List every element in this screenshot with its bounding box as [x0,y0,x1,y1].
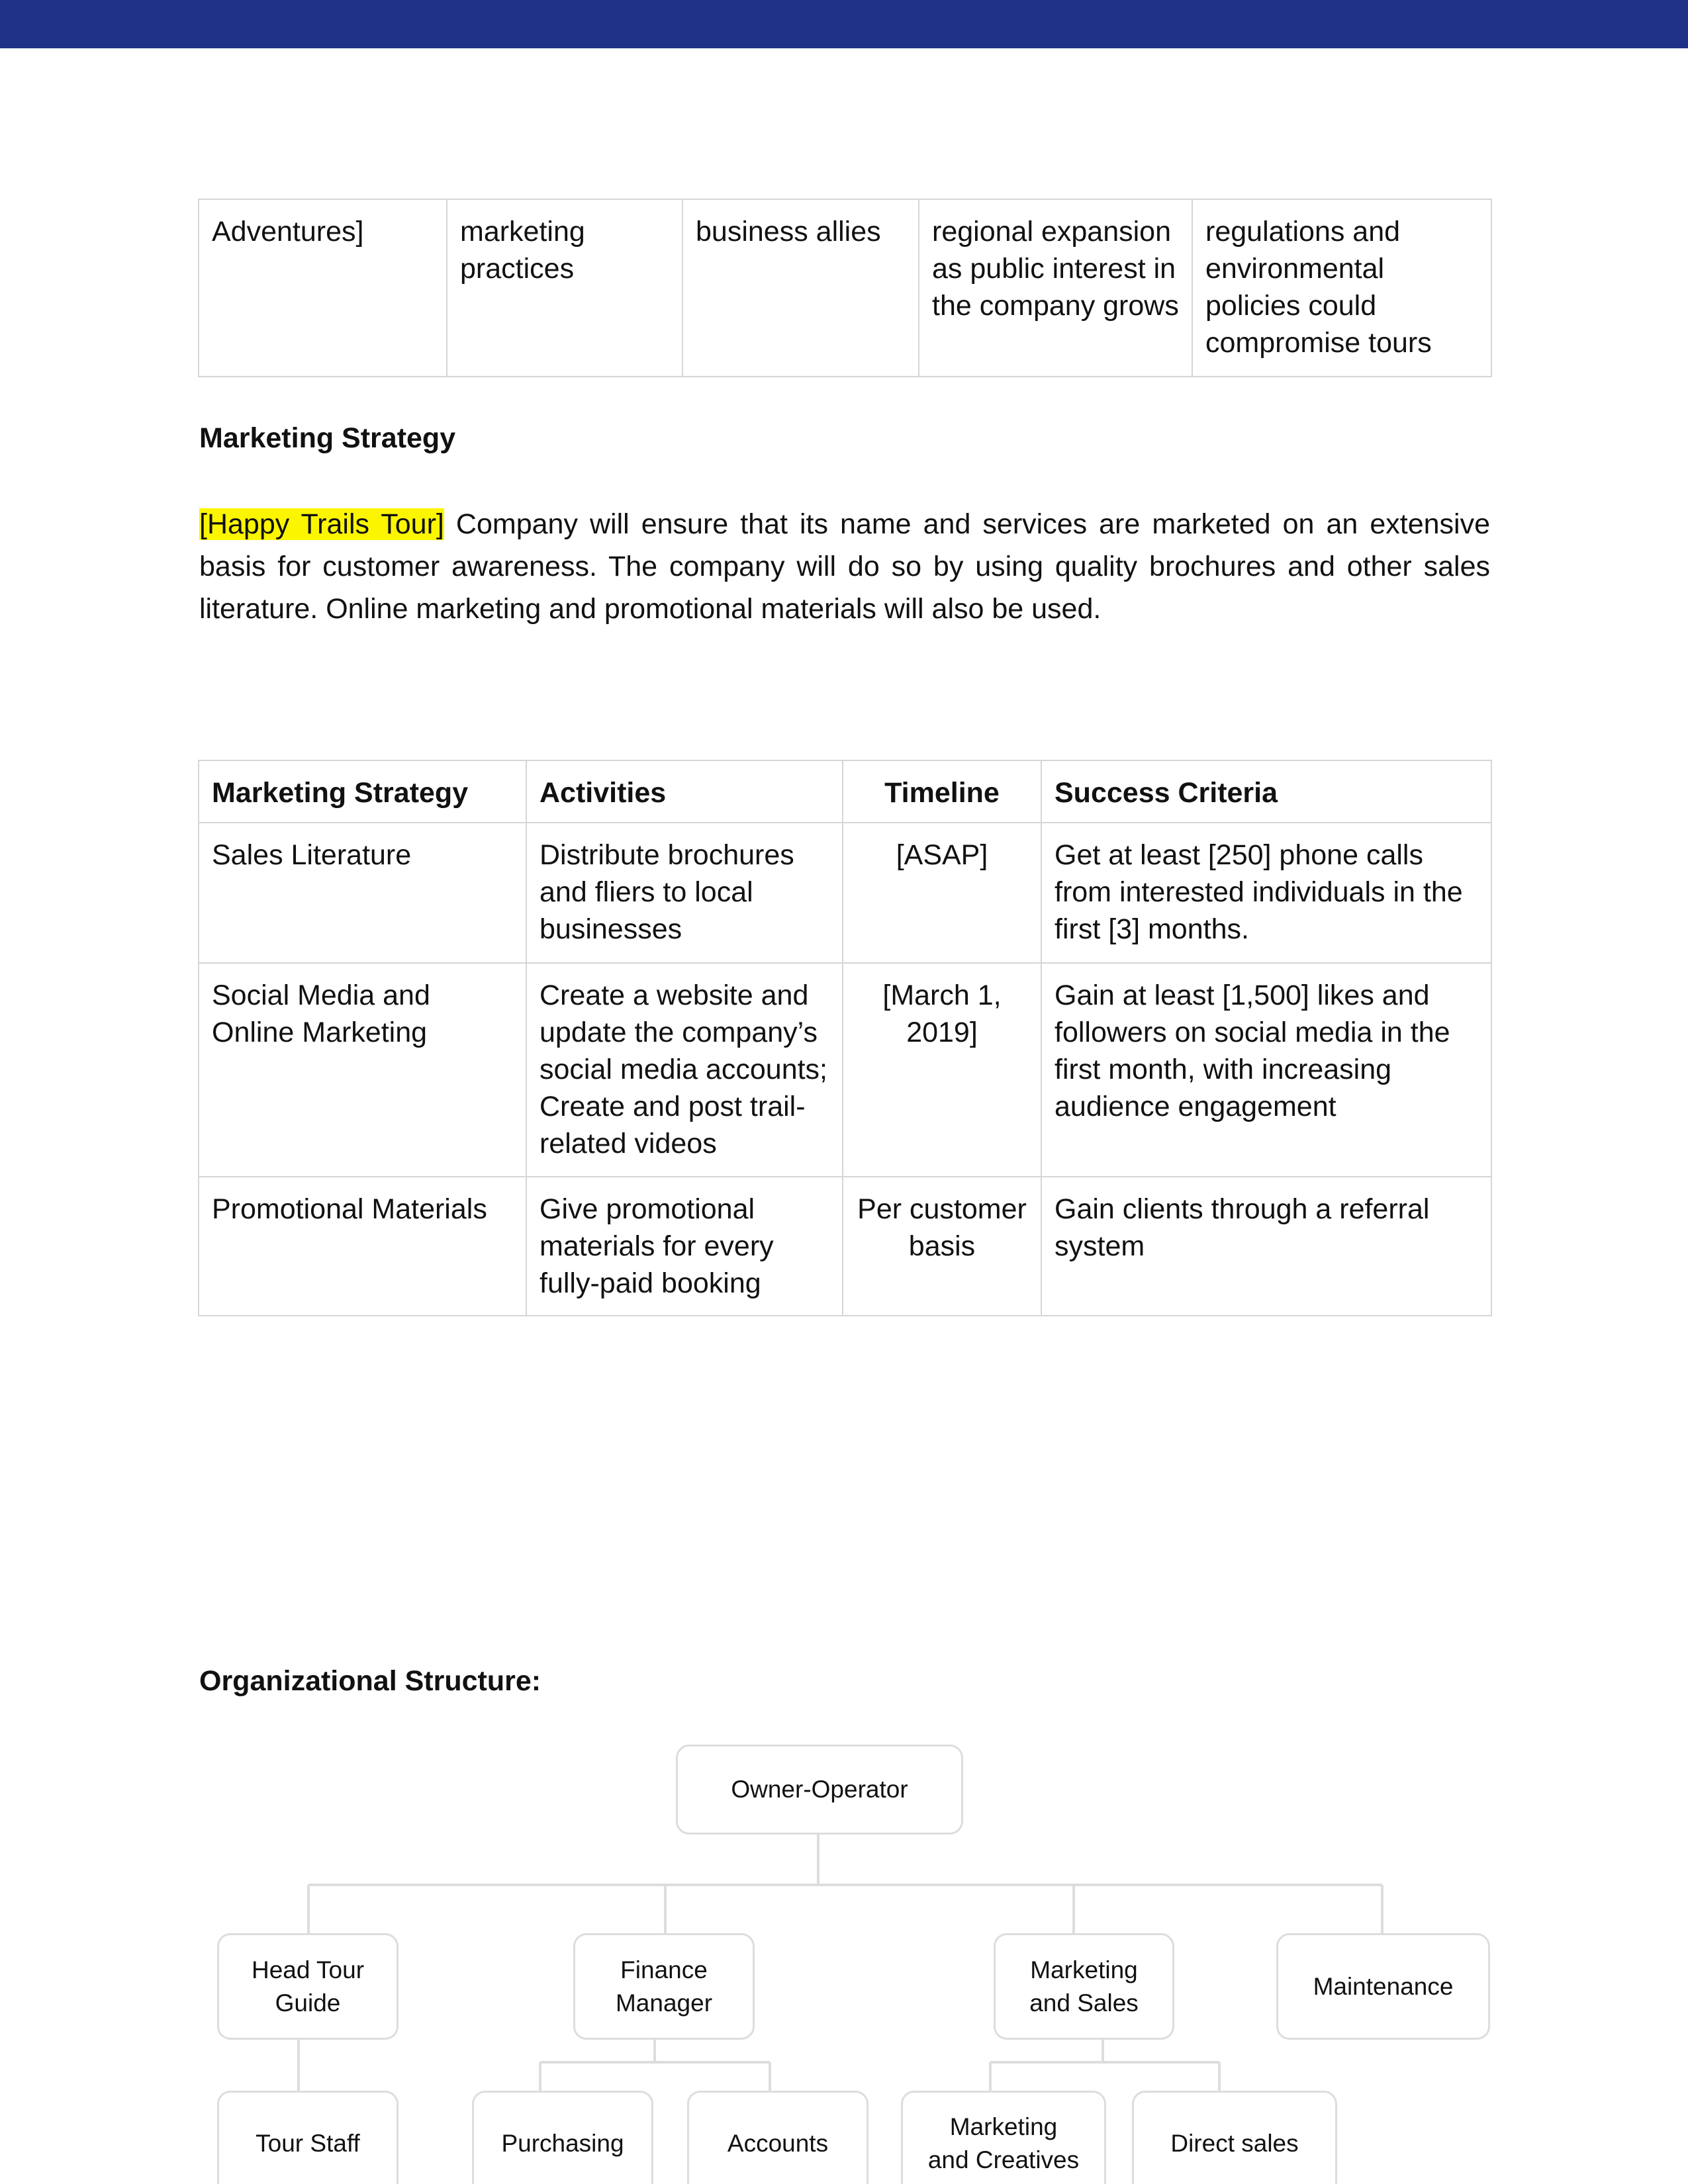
table-cell: business allies [682,199,919,377]
table-row [199,963,1491,1177]
table-row [199,1177,1491,1316]
header-bar [0,0,1688,48]
table-cell: regulations and environmental policies could compromise tours [1192,199,1491,377]
table-header-row [199,760,1491,823]
column-header: Success Criteria [1041,760,1491,823]
org-box-finance-manager: Finance Manager [573,1933,755,2040]
column-header: Activities [526,760,843,823]
org-box-marketing-and-sales: Marketing and Sales [994,1933,1174,2040]
org-box-marketing-and-creatives: Marketing and Creatives [901,2091,1106,2184]
org-structure-heading: Organizational Structure: [199,1665,541,1697]
strategy-cell: Social Media and Online Marketing [199,963,526,1177]
activities-cell: Give promotional materials for every fully-paid booking [526,1177,843,1316]
activities-cell: Distribute brochures and fliers to local businesses [526,823,843,963]
strategy-cell: Promotional Materials [199,1177,526,1316]
column-header: Timeline [843,760,1041,823]
org-box-owner-operator: Owner-Operator [676,1745,963,1835]
timeline-cell: [March 1, 2019] [843,963,1041,1177]
org-box-direct-sales: Direct sales [1132,2091,1337,2184]
marketing-strategy-heading: Marketing Strategy [199,422,456,454]
criteria-cell: Gain clients through a referral system [1041,1177,1491,1316]
table-cell: Adventures] [199,199,447,377]
marketing-strategy-paragraph [199,503,1490,630]
column-header: Marketing Strategy [199,760,526,823]
company-name-highlight: [Happy Trails Tour] [199,508,444,540]
table-row [199,199,1491,377]
table-cell: regional expansion as public interest in the company grows [919,199,1192,377]
marketing-strategy-table [198,760,1492,1316]
org-box-accounts: Accounts [687,2091,868,2184]
criteria-cell: Get at least [250] phone calls from interested individuals in the first [3] months. [1041,823,1491,963]
org-box-head-tour-guide: Head Tour Guide [217,1933,399,2040]
org-box-tour-staff: Tour Staff [217,2091,399,2184]
timeline-cell: [ASAP] [843,823,1041,963]
strategy-cell: Sales Literature [199,823,526,963]
org-box-maintenance: Maintenance [1276,1933,1490,2040]
activities-cell: Create a website and update the company’s social media accounts; Create and post trail-related videos [526,963,843,1177]
table-cell: marketing practices [447,199,682,377]
org-box-purchasing: Purchasing [472,2091,653,2184]
table-row [199,823,1491,963]
criteria-cell: Gain at least [1,500] likes and followers on social media in the first month, with increasing audience engagement [1041,963,1491,1177]
paragraph-text: Company will ensure that its name and services are marketed on an extensive basis for customer awareness. The company will do so by using quality brochures and other sales literature. Online marketing and promotional materials will also be used. [199,508,1490,625]
swot-table [198,199,1492,377]
timeline-cell: Per customer basis [843,1177,1041,1316]
